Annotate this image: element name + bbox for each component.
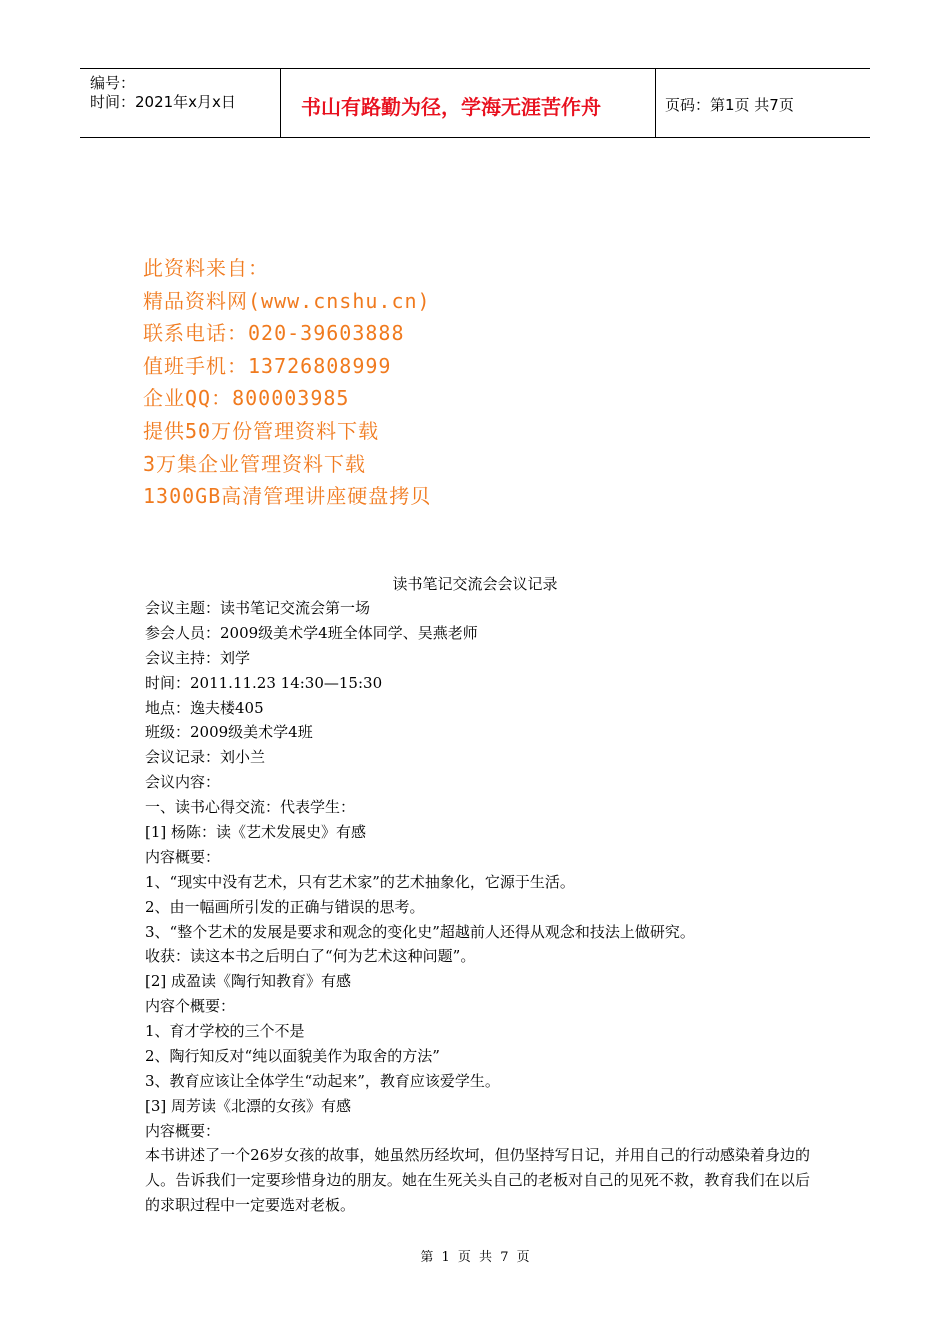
text-line: 会议记录：刘小兰 [145,748,266,767]
text-line: 一、读书心得交流：代表学生： [145,798,356,817]
header-page-info [656,69,870,137]
text-line: 班级：2009级美术学4班 [145,723,313,742]
text-line: 会议内容： [145,773,221,792]
document-title: 读书笔记交流会会议记录 [392,575,558,593]
text-line: 会议主题：读书笔记交流会第一场 [145,599,371,617]
time-label: 时间：2021年x月x日 [90,93,236,111]
page-info-text: 页码：第1页 共7页 [665,96,794,114]
text-line: 收获：读这本书之后明白了“何为艺术这种问题”。 [145,947,476,966]
promo-line: 1300GB高清管理讲座硬盘拷贝 [143,484,432,509]
motto-text: 书山有路勤为径，学海无涯苦作舟 [301,95,601,119]
text-line: 3、“整个艺术的发展是要求和观念的变化史”超越前人还得从观念和技法上做研究。 [145,922,695,941]
text-line: 内容个概要： [145,997,236,1016]
text-line: 参会人员：2009级美术学4班全体同学、吴燕老师 [145,623,478,642]
text-line: 1、“现实中没有艺术，只有艺术家”的艺术抽象化，它源于生活。 [145,872,575,891]
promo-line: 值班手机：13726808999 [143,353,392,378]
page-footer: 第 1 页 共 7 页 [420,1250,530,1265]
promo-line: 提供50万份管理资料下载 [143,418,380,443]
promo-line: 此资料来自： [143,256,269,280]
text-line: 内容概要： [145,847,221,866]
promo-line: 企业QQ：800003985 [143,386,350,411]
text-line: [1] 杨陈：读《艺术发展史》有感 [145,823,367,842]
text-line: 内容概要： [145,1121,221,1140]
page-header [80,68,870,138]
text-line: 时间：2011.11.23 14:30—15:30 [145,673,383,692]
summary-paragraph: 本书讲述了一个26岁女孩的故事，她虽然历经坎坷，但仍坚持写日记，并用自己的行动感染着身边的人。告诉我们一定要珍惜身边的朋友。她在生死关头自己的老板对自己的见死不救，教育我们在以后的求职过程中一定要选对老板。 [145,1146,810,1214]
text-line: 3、教育应该让全体学生“动起来”，教育应该爱学生。 [145,1071,500,1090]
header-motto [281,69,656,137]
promo-line: 3万集企业管理资料下载 [143,451,367,476]
text-line: 2、陶行知反对“纯以面貌美作为取舍的方法” [145,1047,440,1066]
text-line: 1、育才学校的三个不是 [145,1022,305,1041]
text-line: [2] 成盈读《陶行知教育》有感 [145,972,352,991]
text-line: 2、由一幅画所引发的正确与错误的思考。 [145,897,425,916]
document-lines [145,596,695,1144]
promo-line: 精品资料网(www.cnshu.cn) [143,288,431,313]
promo-line: 联系电话：020-39603888 [143,321,405,346]
number-label: 编号： [90,74,136,92]
header-meta [80,69,281,137]
text-line: [3] 周芳读《北漂的女孩》有感 [145,1096,352,1115]
text-line: 会议主持：刘学 [145,648,251,667]
promo-block [143,252,431,513]
text-line: 地点：逸夫楼405 [145,698,264,717]
